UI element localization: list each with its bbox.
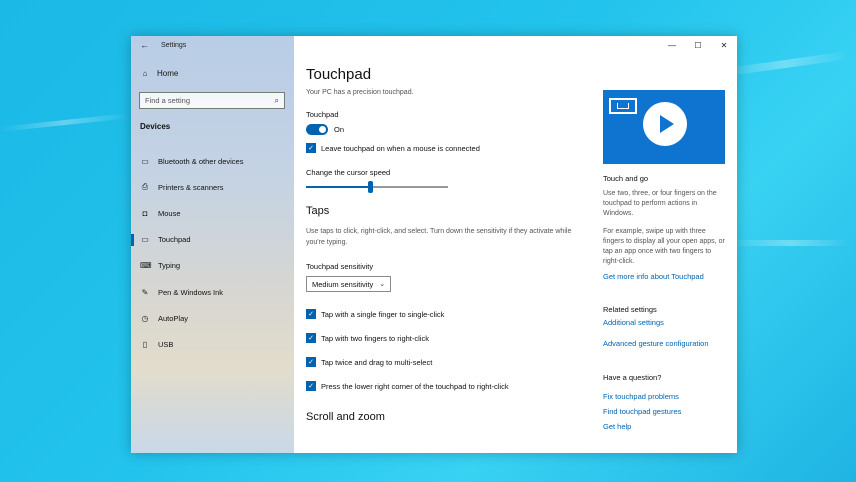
sidebar-item-label: Touchpad (158, 235, 191, 245)
home-icon: ⌂ (142, 69, 148, 78)
touchpad-toggle[interactable] (306, 124, 328, 135)
check-icon[interactable]: ✓ (306, 357, 316, 367)
leave-on-checkbox-row[interactable] (306, 143, 576, 153)
usb-icon: ▯ (142, 339, 148, 349)
back-arrow-icon[interactable]: ← (140, 39, 149, 50)
maximize-icon[interactable]: ☐ (694, 40, 702, 50)
window-title: Settings (161, 41, 187, 49)
sidebar-nav-list (131, 148, 294, 358)
sidebar (131, 36, 294, 453)
sensitivity-label: Touchpad sensitivity (306, 262, 374, 271)
taps-description: Use taps to click, right-click, and select. Turn down the sensitivity if they activate while you're typing. (306, 228, 572, 246)
fix-problems-link[interactable]: Fix touchpad problems (603, 392, 679, 401)
desktop-light-streak (0, 113, 130, 132)
sidebar-item-label: AutoPlay (158, 313, 189, 323)
sidebar-item-label: Typing (158, 261, 181, 271)
settings-content (306, 66, 576, 423)
more-info-link[interactable]: Get more info about Touchpad (603, 272, 704, 281)
slider-thumb[interactable] (368, 181, 373, 193)
check-icon[interactable]: ✓ (306, 143, 316, 153)
sidebar-item-printers[interactable] (131, 174, 294, 200)
taps-heading: Taps (306, 205, 330, 217)
tap-option-row[interactable] (306, 333, 576, 343)
sidebar-item-label: Pen & Windows Ink (158, 287, 224, 297)
check-icon[interactable]: ✓ (306, 309, 316, 319)
desktop-light-streak (730, 240, 850, 246)
section-title: Devices (140, 122, 171, 131)
touchpad-toggle-row (306, 124, 576, 135)
cursor-speed-slider[interactable] (306, 181, 448, 193)
minimize-icon[interactable]: — (668, 40, 676, 50)
touchpad-label: Touchpad (306, 110, 339, 119)
tap-option-label: Tap with a single finger to single-click (321, 309, 445, 319)
desktop-light-streak (720, 51, 850, 77)
sensitivity-dropdown[interactable] (306, 276, 391, 292)
search-placeholder: Find a setting (145, 96, 191, 105)
laptop-icon (609, 98, 637, 114)
window-controls (659, 36, 737, 54)
video-title: Touch and go (603, 174, 649, 183)
sidebar-item-label: Bluetooth & other devices (158, 156, 244, 166)
right-panel (603, 90, 728, 431)
sidebar-item-touchpad[interactable] (131, 227, 294, 253)
sidebar-item-typing[interactable] (131, 253, 294, 279)
advanced-gesture-link[interactable]: Advanced gesture configuration (603, 339, 709, 348)
nav-home[interactable] (140, 69, 178, 78)
page-title: Touchpad (306, 66, 372, 83)
search-input[interactable] (139, 92, 285, 109)
sidebar-item-mouse[interactable] (131, 200, 294, 226)
video-example: For example, swipe up with three fingers to display all your open apps, or tap an app once with two fingers to right-click. (603, 228, 725, 265)
check-icon[interactable]: ✓ (306, 381, 316, 391)
sidebar-item-pen[interactable] (131, 279, 294, 305)
scroll-zoom-heading: Scroll and zoom (306, 411, 385, 423)
find-gestures-link[interactable]: Find touchpad gestures (603, 407, 682, 416)
title-bar (131, 36, 294, 54)
sidebar-item-autoplay[interactable] (131, 305, 294, 331)
mouse-icon: ◘ (142, 208, 148, 218)
settings-window (131, 36, 737, 453)
tap-option-row[interactable] (306, 309, 576, 319)
pen-icon: ✎ (141, 287, 149, 297)
leave-on-label: Leave touchpad on when a mouse is connected (321, 143, 480, 153)
question-heading: Have a question? (603, 373, 662, 382)
sidebar-item-label: Mouse (158, 208, 181, 218)
additional-settings-link[interactable]: Additional settings (603, 318, 664, 327)
toggle-state: On (334, 125, 345, 134)
close-icon[interactable]: ✕ (720, 40, 728, 50)
printer-icon: ⎙ (141, 182, 149, 192)
sidebar-item-label: USB (158, 339, 174, 349)
touchpad-icon: ▭ (141, 235, 149, 245)
search-icon[interactable]: ⌕ (274, 95, 279, 105)
nav-home-label: Home (157, 69, 179, 78)
autoplay-icon: ◷ (141, 313, 149, 323)
video-description: Use two, three, or four fingers on the touchpad to perform actions in Windows. (603, 190, 717, 217)
cursor-speed-label: Change the cursor speed (306, 168, 391, 177)
sidebar-item-usb[interactable] (131, 331, 294, 357)
related-settings-heading: Related settings (603, 305, 657, 314)
tap-option-label: Tap twice and drag to multi-select (321, 357, 433, 367)
sidebar-item-bluetooth[interactable] (131, 148, 294, 174)
tap-option-row[interactable] (306, 357, 576, 367)
keyboard-icon: ⌨ (140, 261, 152, 271)
tap-option-row[interactable] (306, 381, 576, 391)
page-subtitle: Your PC has a precision touchpad. (306, 89, 414, 96)
chevron-down-icon: ⌄ (379, 281, 386, 288)
check-icon[interactable]: ✓ (306, 333, 316, 343)
tap-option-label: Press the lower right corner of the touchpad to right-click (321, 381, 509, 391)
slider-fill (306, 186, 370, 188)
play-icon[interactable] (643, 102, 687, 146)
sidebar-item-label: Printers & scanners (158, 182, 224, 192)
touch-and-go-video[interactable] (603, 90, 725, 164)
main-panel (294, 36, 737, 453)
bluetooth-icon: ▭ (141, 156, 149, 166)
tap-option-label: Tap with two fingers to right-click (321, 333, 429, 343)
get-help-link[interactable]: Get help (603, 422, 632, 431)
sensitivity-value: Medium sensitivity (312, 279, 374, 289)
